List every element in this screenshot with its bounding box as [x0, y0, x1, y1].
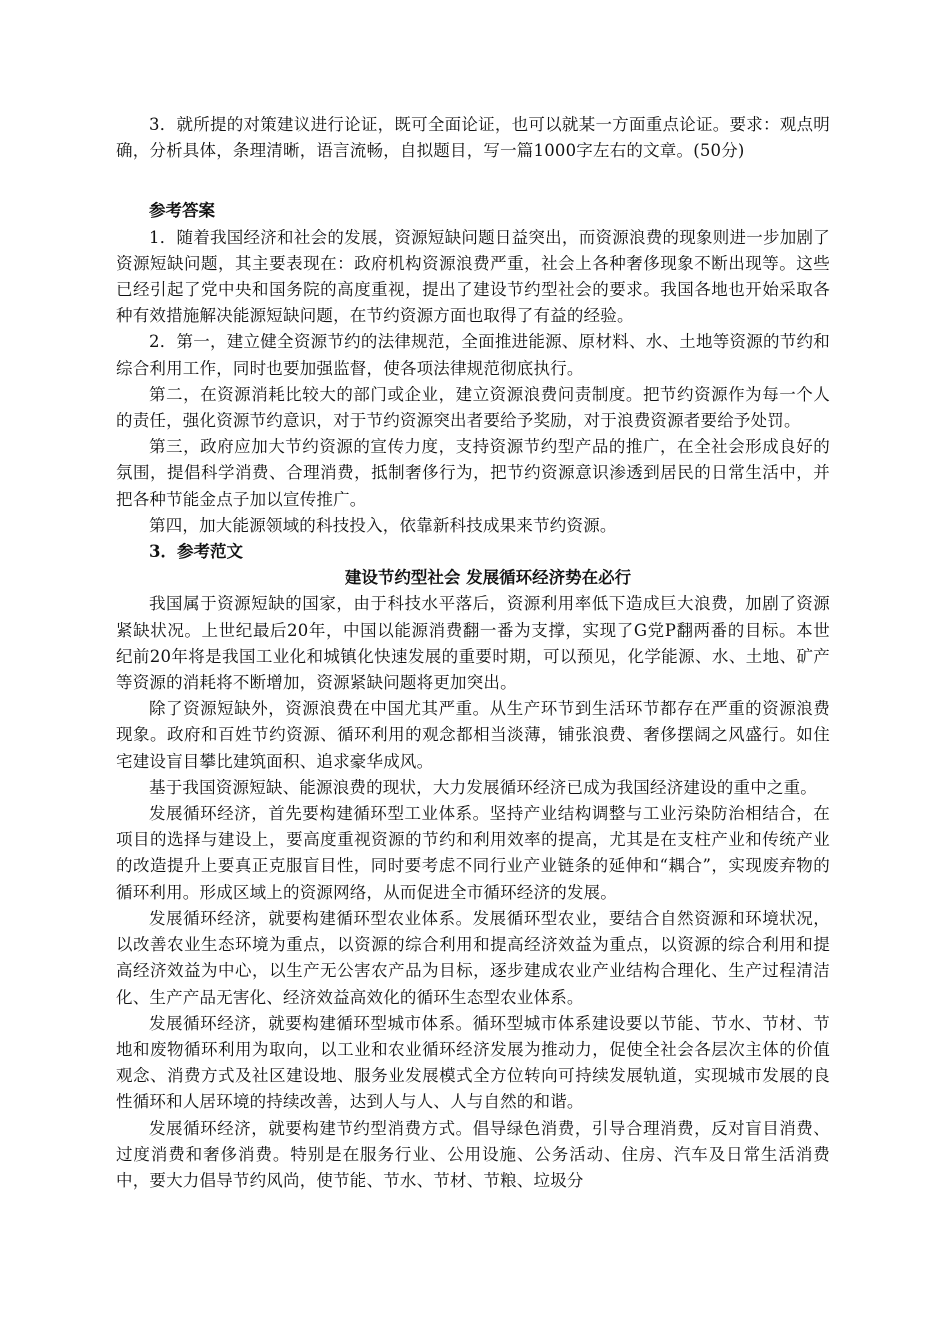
essay-paragraph: 发展循环经济，就要构建节约型消费方式。倡导绿色消费，引导合理消费，反对盲目消费、过度消费和奢侈消费。特别是在服务行业、公用设施、公务活动、住房、汽车及日常生活消费中，要大力倡导节约风尚，使节能、节水、节材、节粮、垃圾分 [116, 1118, 830, 1190]
section-gap [116, 164, 830, 198]
essay-title: 建设节约型社会 发展循环经济势在必行 [344, 568, 632, 588]
essay-paragraph: 基于我国资源短缺、能源浪费的现状，大力发展循环经济已成为我国经济建设的重中之重。 [149, 777, 817, 797]
essay-paragraph: 发展循环经济，就要构建循环型农业体系。发展循环型农业，要结合自然资源和环境状况，以改善农业生态环境为重点，以资源的综合利用和提高经济效益为重点，以资源的综合利用和提高经济效益为中心，以生产无公害农产品为目标，逐步建成农业产业结构合理化、生产过程清洁化、生产产品无害化、经济效益高效化的循环生态型农业体系。 [116, 908, 830, 1007]
essay-paragraph: 发展循环经济，首先要构建循环型工业体系。坚持产业结构调整与工业污染防治相结合，在项目的选择与建设上，要高度重视资源的节约和利用效率的提高，尤其是在支柱产业和传统产业的改造提升上要真正克服盲目性，同时要考虑不同行业产业链条的延伸和“耦合”，实现废弃物的循环利用。形成区域上的资源网络，从而促进全市循环经济的发展。 [116, 804, 830, 902]
answer-2-fourth: 第四，加大能源领域的科技投入，依靠新科技成果来节约资源。 [149, 515, 617, 535]
answer-2-second: 第二，在资源消耗比较大的部门或企业，建立资源浪费问责制度。把节约资源作为每一个人的责任，强化资源节约意识，对于节约资源突出者要给予奖励，对于浪费资源者要给予处罚。 [116, 384, 830, 431]
essay-paragraph: 我国属于资源短缺的国家，由于科技水平落后，资源利用率低下造成巨大浪费，加剧了资源紧缺状况。上世纪最后20年，中国以能源消费翻一番为支撑，实现了G党P翻两番的目标。本世纪前20年将是我国工业化和城镇化快速发展的重要时期，可以预见，化学能源、水、土地、矿产等资源的消耗将不断增加，资源紧缺问题将更加突出。 [116, 594, 830, 693]
question-3: 3．就所提的对策建议进行论证，既可全面论证，也可以就某一方面重点论证。要求：观点明确，分析具体，条理清晰，语言流畅，自拟题目，写一篇1000字左右的文章。(50分) [116, 115, 830, 161]
answer-1: 1．随着我国经济和社会的发展，资源短缺问题日益突出，而资源浪费的现象则进一步加剧了资源短缺问题，其主要表现在：政府机构资源浪费严重，社会上各种奢侈现象不断出现等。这些已经引起了党中央和国务院的高度重视，提出了建设节约型社会的要求。我国各地也开始采取各种有效措施解决能源短缺问题，在节约资源方面也取得了有益的经验。 [116, 227, 830, 326]
essay-paragraph: 发展循环经济，就要构建循环型城市体系。循环型城市体系建设要以节能、节水、节材、节地和废物循环利用为取向，以工业和农业循环经济发展为推动力，促使全社会各层次主体的价值观念、消费方式及社区建设地、服务业发展模式全方位转向可持续发展轨道，实现城市发展的良性循环和人居环境的持续改善，达到人与人、人与自然的和谐。 [116, 1013, 830, 1112]
essay-paragraph: 除了资源短缺外，资源浪费在中国尤其严重。从生产环节到生活环节都存在严重的资源浪费现象。政府和百姓节约资源、循环利用的观念都相当淡薄，铺张浪费、奢侈摆阔之风盛行。如住宅建设盲目攀比建筑面积、追求豪华成风。 [116, 699, 830, 771]
sample-essay-heading: 3．参考范文 [149, 542, 243, 562]
answers-heading: 参考答案 [149, 201, 215, 221]
answer-2-third: 第三，政府应加大节约资源的宣传力度，支持资源节约型产品的推广，在全社会形成良好的氛围，提倡科学消费、合理消费，抵制奢侈行为，把节约资源意识渗透到居民的日常生活中，并把各种节能金点子加以宣传推广。 [116, 437, 830, 509]
answer-2-first: 2．第一，建立健全资源节约的法律规范，全面推进能源、原材料、水、土地等资源的节约和综合利用工作，同时也要加强监督，使各项法律规范彻底执行。 [116, 332, 830, 378]
